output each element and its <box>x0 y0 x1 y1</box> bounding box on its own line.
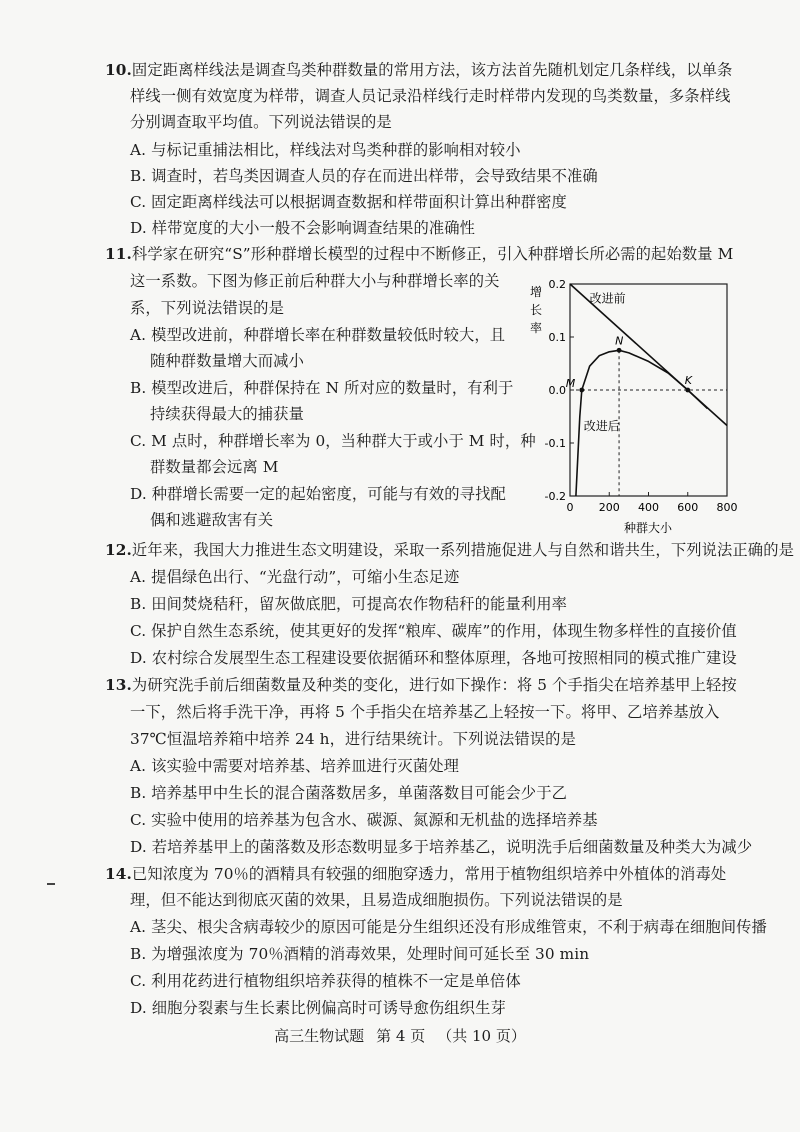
annotation-label-N: N <box>615 334 624 348</box>
question-10-line-3: 分别调查取平均值。下列说法错误的是 <box>130 113 392 131</box>
question-11-option-c: C. M 点时，种群增长率为 0，当种群大于或小于 M 时，种 <box>130 432 536 450</box>
annotation-point-N <box>617 348 622 353</box>
question-11-option-a-cont: 随种群数量增大而减小 <box>150 352 304 370</box>
margin-mark <box>47 883 55 885</box>
question-10-line-1: 10.固定距离样线法是调查鸟类种群数量的常用方法，该方法首先随机划定几条样线，以单条 <box>105 61 733 79</box>
series-label-before: 改进前 <box>589 291 626 306</box>
question-14-option-c: C. 利用花药进行植物组织培养获得的植株不一定是单倍体 <box>130 972 521 990</box>
question-11-line-2: 这一系数。下图为修正前后种群大小与种群增长率的关 <box>130 272 500 290</box>
annotation-point-M <box>579 388 584 393</box>
question-13-option-b: B. 培养基甲中生长的混合菌落数居多，单菌落数目可能会少于乙 <box>130 784 567 802</box>
question-11-option-c-cont: 群数量都会远离 M <box>150 458 279 476</box>
question-11-option-d: D. 种群增长需要一定的起始密度，可能与有效的寻找配 <box>130 485 506 503</box>
footer-title: 高三生物试题 <box>274 1027 365 1045</box>
y-tick-label: 0.0 <box>548 384 566 397</box>
question-11-line-1: 11.科学家在研究“S”形种群增长模型的过程中不断修正，引入种群增长所必需的起始数量 M <box>105 245 734 263</box>
question-12-option-d: D. 农村综合发展型生态工程建设要依据循环和整体原理，各地可按照相同的模式推广建设 <box>130 649 737 667</box>
series-label-after: 改进后 <box>583 418 620 433</box>
footer-page: 第 4 页 <box>376 1027 426 1045</box>
question-14-option-d: D. 细胞分裂素与生长素比例偏高时可诱导愈伤组织生芽 <box>130 999 506 1017</box>
question-14-option-a: A. 茎尖、根尖含病毒较少的原因可能是分生组织还没有形成维管束，不利于病毒在细胞间传播 <box>130 918 767 936</box>
question-11-option-d-cont: 偶和逃避敌害有关 <box>150 511 274 529</box>
question-11-option-b-cont: 持续获得最大的捕获量 <box>150 405 304 423</box>
question-10-option-d: D. 样带宽度的大小一般不会影响调查结果的准确性 <box>130 219 476 237</box>
x-tick-label: 200 <box>598 501 620 514</box>
y-tick-label: 0.1 <box>548 331 566 344</box>
x-tick-label: 800 <box>716 501 738 514</box>
chart-ylabel-1: 增 <box>530 285 543 299</box>
question-11-option-a: A. 模型改进前，种群增长率在种群数量较低时较大，且 <box>130 326 506 344</box>
y-tick-label: 0.2 <box>548 278 566 291</box>
question-13-line-3: 37℃恒温培养箱中培养 24 h，进行结果统计。下列说法错误的是 <box>130 730 576 748</box>
question-10-option-c: C. 固定距离样线法可以根据调查数据和样带面积计算出种群密度 <box>130 193 567 211</box>
question-13-line-2: 一下，然后将手洗干净，再将 5 个手指尖在培养基乙上轻按一下。将甲、乙培养基放入 <box>130 703 720 721</box>
question-12-line-1: 12.近年来，我国大力推进生态文明建设，采取一系列措施促进人与自然和谐共生，下列说法正确的是 <box>105 541 794 559</box>
y-tick-label: -0.1 <box>544 437 566 450</box>
y-tick-label: -0.2 <box>544 490 566 503</box>
chart-ylabel-3: 率 <box>530 321 543 335</box>
annotation-label-M: M <box>565 377 576 390</box>
question-14-line-1: 14.已知浓度为 70％的酒精具有较强的细胞穿透力，常用于植物组织培养中外植体的消毒处 <box>105 865 727 883</box>
question-13-option-c: C. 实验中使用的培养基为包含水、碳源、氮源和无机盐的选择培养基 <box>130 811 598 829</box>
chart-ylabel-2: 长 <box>530 303 543 317</box>
question-14-option-b: B. 为增强浓度为 70％酒精的消毒效果，处理时间可延长至 30 min <box>130 945 590 963</box>
population-growth-chart <box>528 270 748 535</box>
x-tick-label: 0 <box>566 501 574 514</box>
question-13-line-1: 13.为研究洗手前后细菌数量及种类的变化，进行如下操作：将 5 个手指尖在培养基甲上轻按 <box>105 676 737 694</box>
annotation-point-K <box>685 388 690 393</box>
question-11-option-b: B. 模型改进后，种群保持在 N 所对应的数量时，有利于 <box>130 379 514 397</box>
question-13-option-a: A. 该实验中需要对培养基、培养皿进行灭菌处理 <box>130 757 460 775</box>
question-13-option-d: D. 若培养基甲上的菌落数及形态数明显多于培养基乙，说明洗手后细菌数量及种类大为减少 <box>130 838 753 856</box>
question-10-option-a: A. 与标记重捕法相比，样线法对鸟类种群的影响相对较小 <box>130 141 521 159</box>
annotation-label-K: K <box>684 374 692 387</box>
question-12-option-a: A. 提倡绿色出行、“光盘行动”，可缩小生态足迹 <box>130 568 460 586</box>
question-14-line-2: 理，但不能达到彻底灭菌的效果，且易造成细胞损伤。下列说法错误的是 <box>130 891 623 909</box>
chart-xlabel: 种群大小 <box>623 521 673 535</box>
question-11-line-3: 系，下列说法错误的是 <box>130 299 284 317</box>
question-10-line-2: 样线一侧有效宽度为样带，调查人员记录沿样线行走时样带内发现的鸟类数量，多条样线 <box>130 87 731 105</box>
x-tick-label: 600 <box>677 501 699 514</box>
page-footer <box>0 1026 800 1046</box>
question-12-option-c: C. 保护自然生态系统，使其更好的发挥“粮库、碳库”的作用，体现生物多样性的直接价值 <box>130 622 737 640</box>
question-12-option-b: B. 田间焚烧秸秆，留灰做底肥，可提高农作物秸秆的能量利用率 <box>130 595 567 613</box>
x-tick-label: 400 <box>638 501 659 514</box>
question-10-option-b: B. 调查时，若鸟类因调查人员的存在而进出样带，会导致结果不准确 <box>130 167 598 185</box>
footer-total: （共 10 页） <box>437 1027 526 1045</box>
